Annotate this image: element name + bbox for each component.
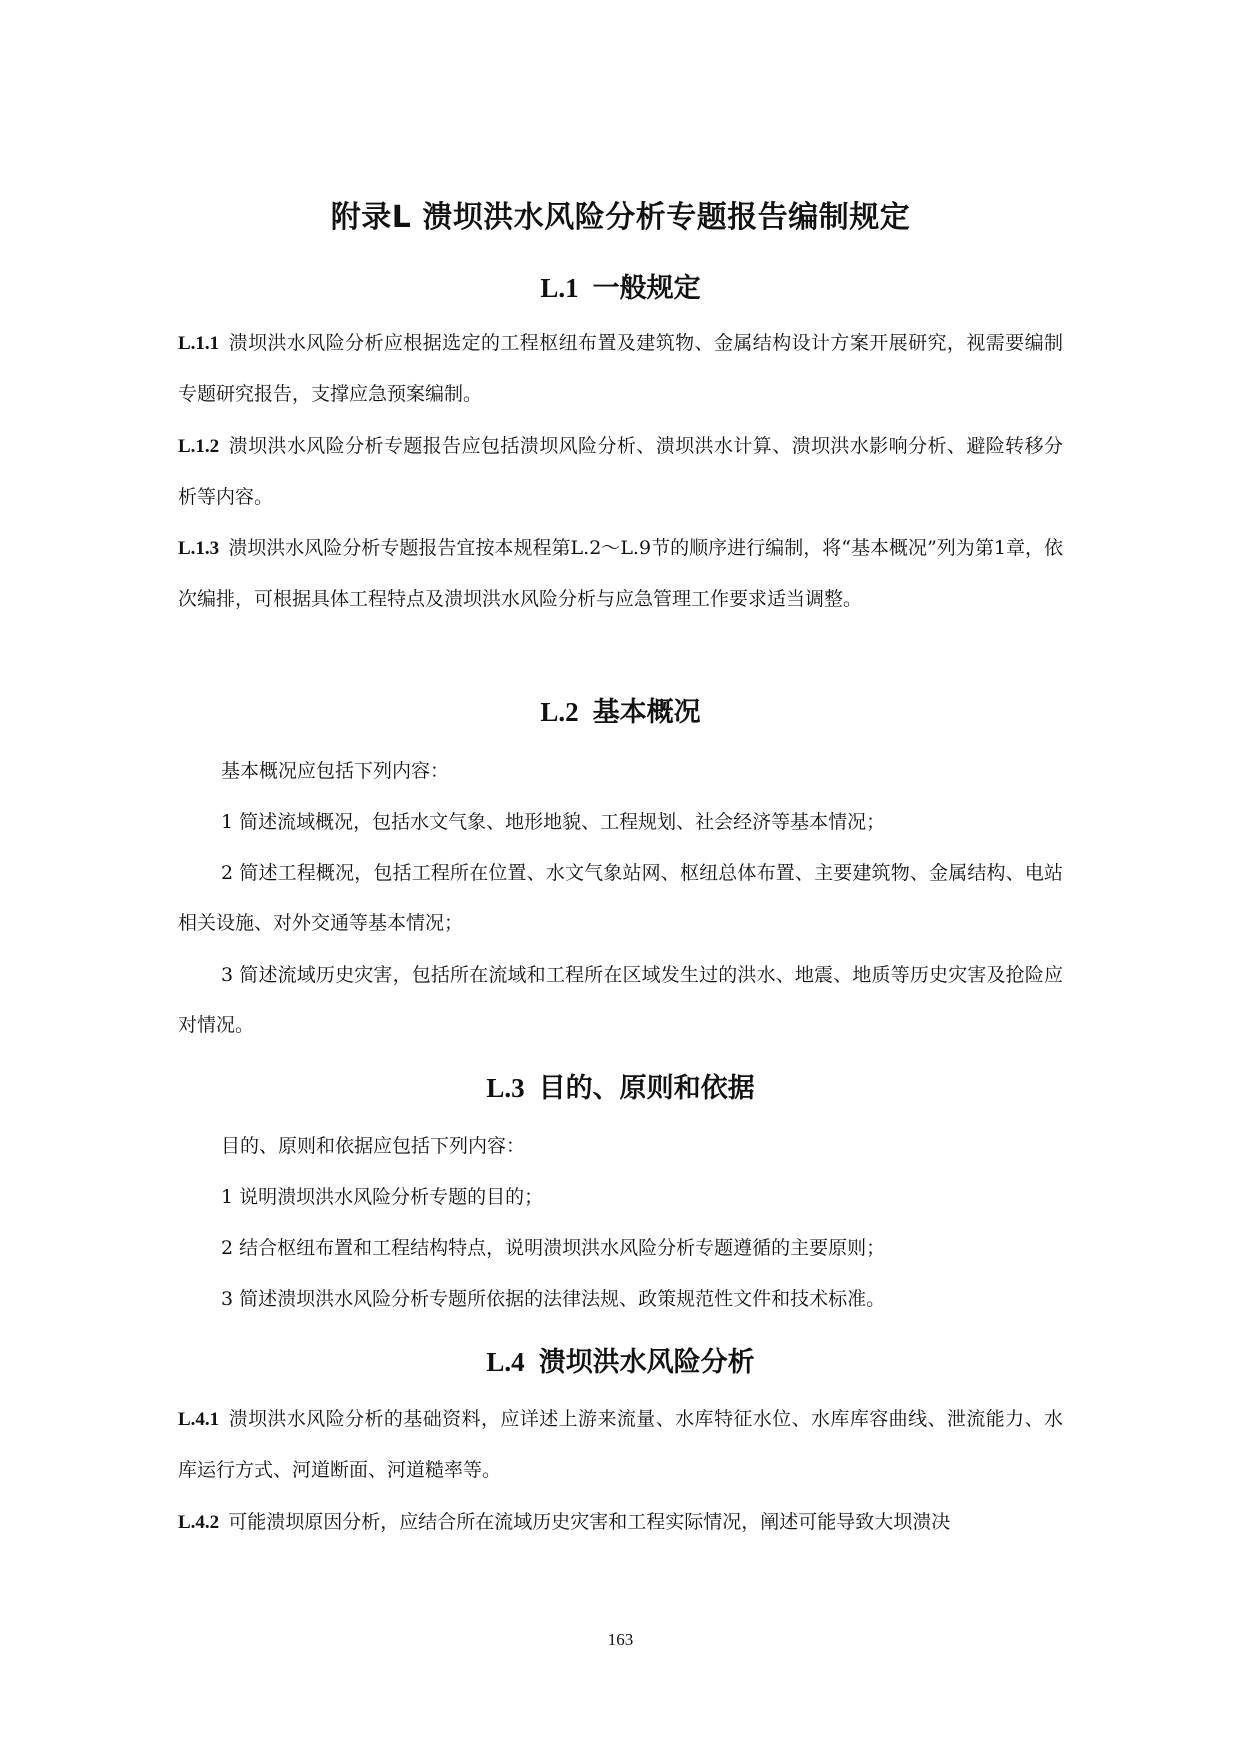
clause-number: L.4.1 <box>178 1409 220 1430</box>
clause-number: L.1.1 <box>178 333 220 354</box>
list-item: 3 简述流域历史灾害，包括所在流域和工程所在区域发生过的洪水、地震、地质等历史灾害及抢险应对情况。 <box>178 964 1063 1036</box>
section-title: 基本概况 <box>592 697 701 728</box>
list-item: 2 结合枢纽布置和工程结构特点，说明溃坝洪水风险分析专题遵循的主要原则； <box>221 1237 886 1259</box>
section-number: L.2 <box>540 697 579 727</box>
clause-l-4-1 <box>178 1394 1063 1495</box>
clause-number: L.1.2 <box>178 436 220 457</box>
section-number: L.3 <box>486 1073 525 1103</box>
clause-text: 溃坝洪水风险分析应根据选定的工程枢纽布置及建筑物、金属结构设计方案开展研究，视需要编制专题研究报告，支撑应急预案编制。 <box>178 332 1063 405</box>
clause-l-1-3 <box>178 523 1063 624</box>
appendix-title: 附录L 溃坝洪水风险分析专题报告编制规定 <box>330 200 911 235</box>
section-title: 目的、原则和依据 <box>538 1073 755 1104</box>
section-heading-l4 <box>0 1340 1241 1379</box>
section-heading-l1 <box>0 266 1241 305</box>
list-item: 1 简述流域概况，包括水文气象、地形地貌、工程规划、社会经济等基本情况； <box>221 811 886 833</box>
section-intro: 目的、原则和依据应包括下列内容： <box>221 1135 526 1157</box>
section-title: 溃坝洪水风险分析 <box>538 1347 755 1378</box>
clause-l-4-2 <box>178 1497 1063 1548</box>
clause-text: 溃坝洪水风险分析专题报告宜按本规程第L.2～L.9节的顺序进行编制，将“基本概况”列为第1章，依次编排，可根据具体工程特点及溃坝洪水风险分析与应急管理工作要求适当调整。 <box>178 537 1063 610</box>
clause-text: 溃坝洪水风险分析的基础资料，应详述上游来流量、水库特征水位、水库库容曲线、泄流能力、水库运行方式、河道断面、河道糙率等。 <box>178 1408 1063 1481</box>
page-number: 163 <box>607 1630 634 1649</box>
clause-text: 可能溃坝原因分析，应结合所在流域历史灾害和工程实际情况，阐述可能导致大坝溃决 <box>228 1511 951 1533</box>
clause-text: 溃坝洪水风险分析专题报告应包括溃坝风险分析、溃坝洪水计算、溃坝洪水影响分析、避险转移分析等内容。 <box>178 435 1063 508</box>
clause-number: L.1.3 <box>178 538 220 559</box>
section-number: L.4 <box>486 1347 525 1377</box>
list-item: 2 简述工程概况，包括工程所在位置、水文气象站网、枢纽总体布置、主要建筑物、金属结构、电站相关设施、对外交通等基本情况； <box>178 862 1063 934</box>
section-heading-l3 <box>0 1066 1241 1105</box>
section-heading-l2 <box>0 690 1241 729</box>
list-item: 3 简述溃坝洪水风险分析专题所依据的法律法规、政策规范性文件和技术标准。 <box>221 1288 886 1310</box>
clause-number: L.4.2 <box>178 1512 220 1533</box>
list-item: 1 说明溃坝洪水风险分析专题的目的； <box>221 1186 544 1208</box>
section-intro: 基本概况应包括下列内容： <box>221 760 450 782</box>
section-title: 一般规定 <box>592 273 701 304</box>
clause-l-1-2 <box>178 421 1063 522</box>
clause-l-1-1 <box>178 318 1063 419</box>
section-number: L.1 <box>540 273 579 303</box>
